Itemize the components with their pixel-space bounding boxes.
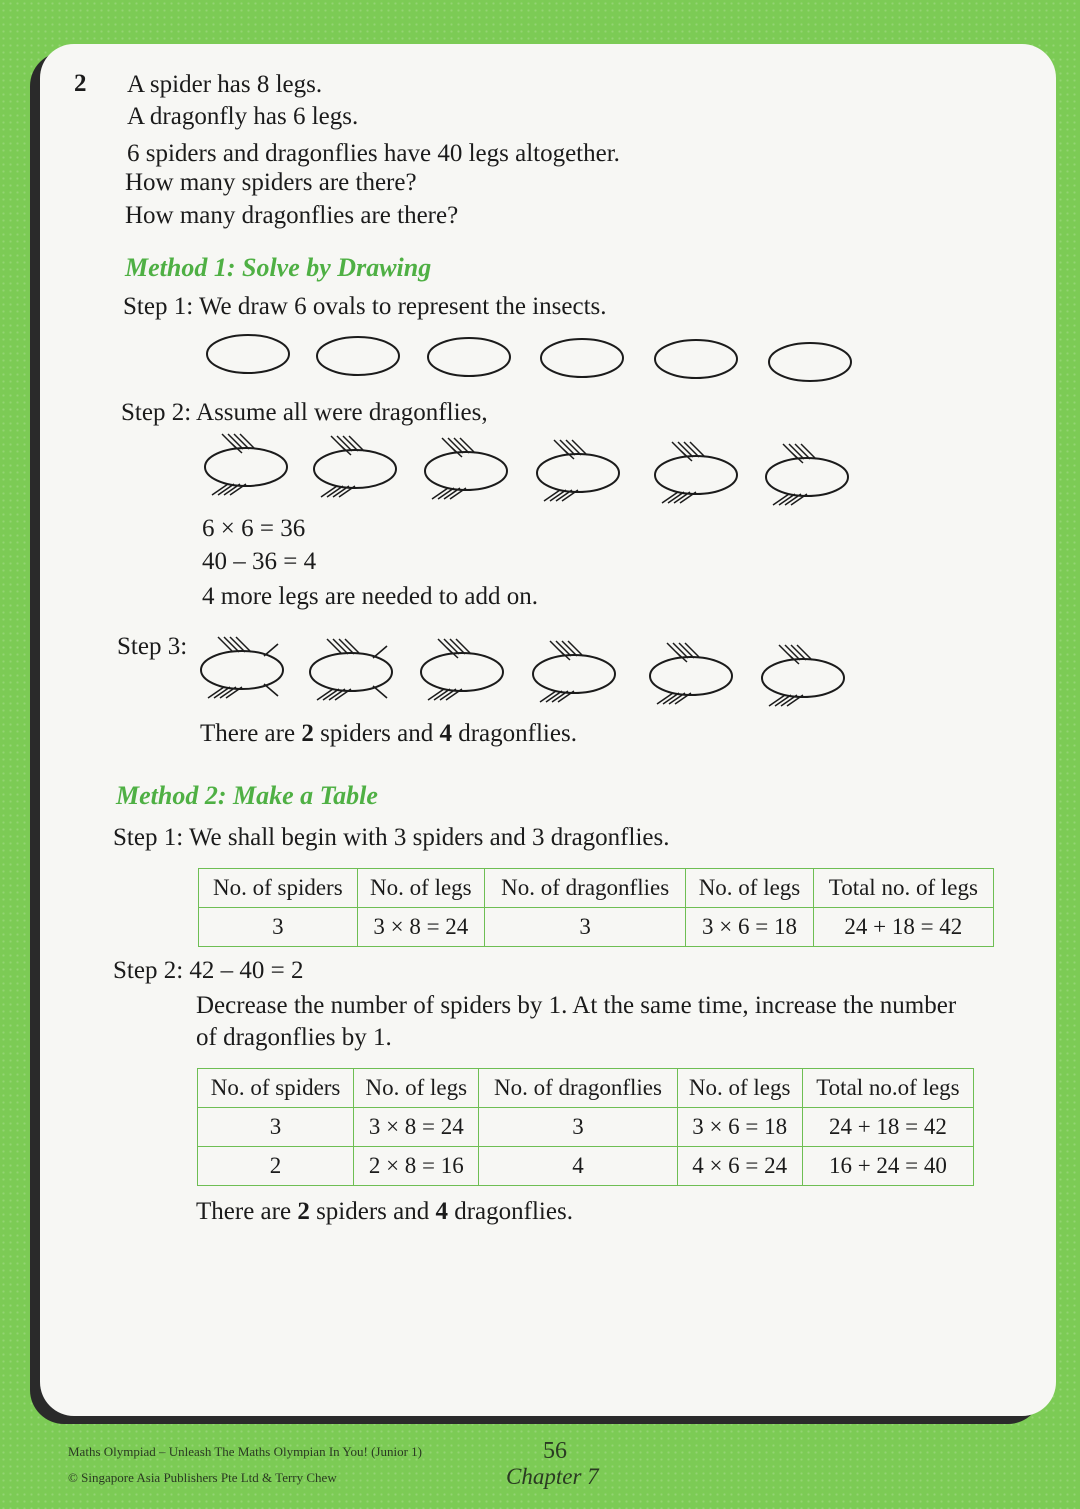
table-row — [198, 1108, 974, 1147]
table-header-row — [199, 869, 994, 908]
method2-step2: Step 2: 42 – 40 = 2 — [113, 957, 304, 984]
chapter-label: Chapter 7 — [506, 1464, 599, 1489]
oval-3 — [428, 338, 510, 376]
table-cell: 3 — [479, 1108, 677, 1147]
dragonfly-oval-d — [762, 645, 844, 706]
table-header-cell: No. of spiders — [199, 869, 358, 908]
answer-spiders: 2 — [297, 1198, 310, 1225]
table-cell: 3 × 8 = 24 — [357, 908, 484, 947]
dragonfly-oval-1 — [205, 434, 287, 495]
dragonfly-oval-3 — [425, 438, 507, 499]
question-number: 2 — [74, 70, 87, 97]
footer-book-title: Maths Olympiad – Unleash The Maths Olympian In You! (Junior 1) — [68, 1444, 422, 1459]
table-cell: 24 + 18 = 42 — [813, 908, 993, 947]
method1-step3-label: Step 3: — [117, 633, 188, 660]
page-number: 56 — [543, 1438, 567, 1464]
dragonfly-oval-5 — [655, 442, 737, 503]
calc-line-1: 6 × 6 = 36 — [202, 515, 306, 542]
table-cell: 4 × 6 = 24 — [677, 1147, 802, 1186]
table-start — [198, 868, 994, 947]
spider-oval-1 — [201, 637, 283, 698]
table-header-cell: No. of dragonflies — [479, 1069, 677, 1108]
answer-spiders: 2 — [301, 720, 314, 747]
plain-ovals-diagram — [200, 332, 860, 386]
table-header-cell: Total no. of legs — [813, 869, 993, 908]
table-cell: 3 — [198, 1108, 354, 1147]
table-header-cell: No. of legs — [677, 1069, 802, 1108]
spider-oval-2 — [310, 639, 392, 700]
dragonfly-oval-4 — [537, 440, 619, 501]
calc-line-3: 4 more legs are needed to add on. — [202, 583, 538, 610]
table-cell: 2 × 8 = 16 — [354, 1147, 479, 1186]
table-header-cell: No. of legs — [354, 1069, 479, 1108]
table-cell: 3 — [485, 908, 686, 947]
table-header-cell: No. of legs — [357, 869, 484, 908]
table-row — [199, 908, 994, 947]
method1-step1: Step 1: We draw 6 ovals to represent the insects. — [123, 293, 607, 320]
oval-4 — [541, 339, 623, 377]
table-header-cell: No. of legs — [686, 869, 813, 908]
oval-5 — [655, 340, 737, 378]
answer-dragonflies: 4 — [439, 720, 452, 747]
method2-step2-text-1: Decrease the number of spiders by 1. At the same time, increase the number — [196, 992, 957, 1019]
table-cell: 3 × 8 = 24 — [354, 1108, 479, 1147]
table-header-cell: Total no.of legs — [802, 1069, 973, 1108]
method1-answer: There are 2 spiders and 4 dragonflies. — [200, 720, 577, 747]
table-cell: 3 × 6 = 18 — [686, 908, 813, 947]
table-cell: 3 × 6 = 18 — [677, 1108, 802, 1147]
method1-step2: Step 2: Assume all were dragonflies, — [121, 399, 488, 426]
table-cell: 16 + 24 = 40 — [802, 1147, 973, 1186]
method2-step1: Step 1: We shall begin with 3 spiders and 3 dragonflies. — [113, 824, 670, 851]
oval-2 — [317, 337, 399, 375]
table-cell: 4 — [479, 1147, 677, 1186]
method1-heading: Method 1: Solve by Drawing — [125, 253, 432, 282]
table-cell: 24 + 18 = 42 — [802, 1108, 973, 1147]
dragonfly-oval-b — [533, 641, 615, 702]
dragonfly-oval-c — [650, 643, 732, 704]
oval-6 — [769, 343, 851, 381]
table-adjusted — [197, 1068, 974, 1186]
table-row — [198, 1147, 974, 1186]
dragonfly-oval-2 — [314, 436, 396, 497]
question-line-4: How many spiders are there? — [125, 169, 417, 196]
question-line-1: A spider has 8 legs. — [127, 71, 323, 98]
dragonfly-oval-a — [421, 639, 503, 700]
dragonfly-oval-6 — [766, 444, 848, 505]
oval-1 — [207, 335, 289, 373]
footer-copyright: © Singapore Asia Publishers Pte Ltd & Terry Chew — [68, 1470, 337, 1485]
question-line-5: How many dragonflies are there? — [125, 202, 459, 229]
table-header-row — [198, 1069, 974, 1108]
question-line-3: 6 spiders and dragonflies have 40 legs altogether. — [127, 140, 620, 167]
table-cell: 3 — [199, 908, 358, 947]
question-line-2: A dragonfly has 6 legs. — [127, 103, 359, 130]
method2-answer: There are 2 spiders and 4 dragonflies. — [196, 1198, 573, 1225]
method2-heading: Method 2: Make a Table — [116, 781, 378, 810]
spider-dragonfly-ovals-diagram — [196, 632, 856, 714]
table-header-cell: No. of spiders — [198, 1069, 354, 1108]
table-cell: 2 — [198, 1147, 354, 1186]
answer-dragonflies: 4 — [435, 1198, 448, 1225]
table-header-cell: No. of dragonflies — [485, 869, 686, 908]
method2-step2-text-2: of dragonflies by 1. — [196, 1024, 392, 1051]
dragonfly-ovals-diagram — [200, 433, 860, 515]
calc-line-2: 40 – 36 = 4 — [202, 548, 317, 575]
